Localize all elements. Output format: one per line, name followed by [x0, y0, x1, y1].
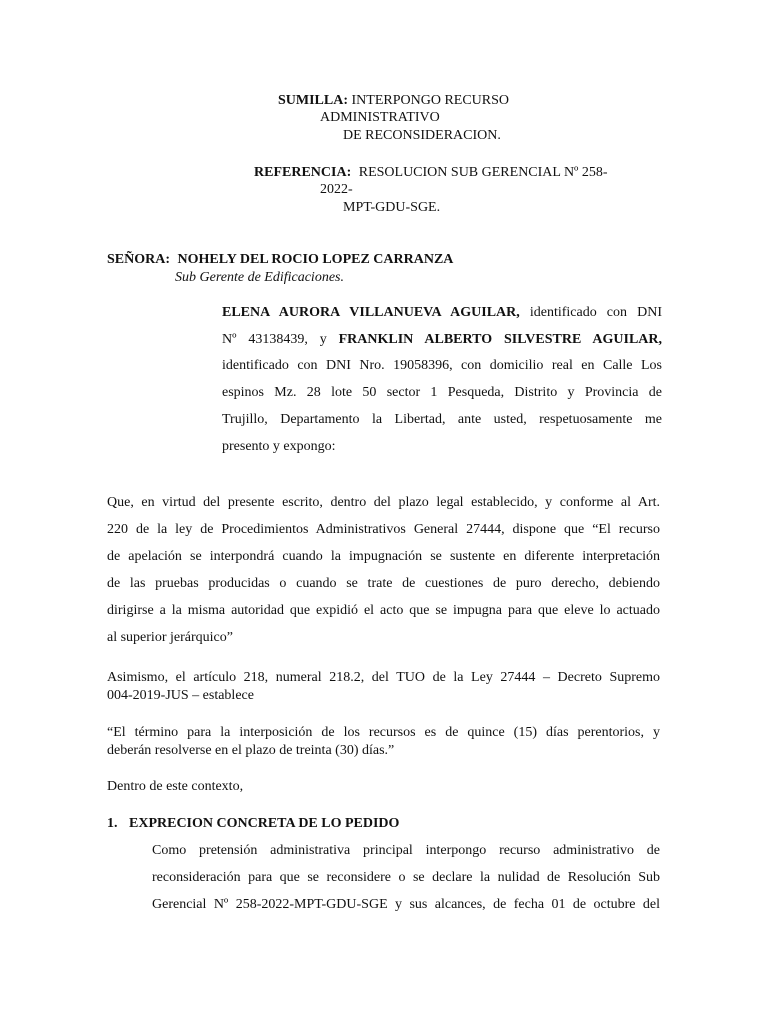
- intro-line-3: identificado con DNI Nro. 19058396, con domicilio real en Calle Los: [222, 358, 662, 373]
- referencia-label: REFERENCIA:: [254, 165, 352, 180]
- para2-line-1: Asimismo, el artículo 218, numeral 218.2, del TUO de la Ley 27444 – Decreto Supremo: [107, 670, 660, 685]
- referencia-text-3: MPT-GDU-SGE.: [343, 200, 441, 215]
- section1-line-1: Como pretensión administrativa principal interpongo recurso administrativo de: [152, 843, 660, 858]
- para2-line-2: 004-2019-JUS – establece: [107, 688, 254, 703]
- section1-line-2: reconsideración para que se reconsidere o se declare la nulidad de Resolución Sub: [152, 870, 660, 885]
- intro-name-2: FRANKLIN ALBERTO SILVESTRE AGUILAR,: [338, 332, 662, 347]
- para4: Dentro de este contexto,: [107, 779, 244, 794]
- addressee-name: NOHELY DEL ROCIO LOPEZ CARRANZA: [177, 252, 454, 267]
- intro-line-6: presento y expongo:: [222, 439, 336, 454]
- section1-title: EXPRECION CONCRETA DE LO PEDIDO: [129, 816, 400, 831]
- intro-line-2-a: Nº 43138439, y: [222, 332, 327, 347]
- sumilla-line1: [278, 93, 509, 109]
- intro-line-4: espinos Mz. 28 lote 50 sector 1 Pesqueda, Distrito y Provincia de: [222, 385, 662, 400]
- addressee-label: SEÑORA:: [107, 252, 171, 267]
- sumilla-text-3: DE RECONSIDERACION.: [343, 128, 501, 143]
- section1-number: 1.: [107, 816, 118, 831]
- section1-heading: [107, 816, 399, 832]
- referencia-text-2: 2022-: [320, 182, 353, 197]
- intro-name-1: ELENA AURORA VILLANUEVA AGUILAR,: [222, 305, 520, 320]
- sumilla-label: SUMILLA:: [278, 93, 349, 108]
- sumilla-text-1: INTERPONGO RECURSO: [351, 93, 510, 108]
- para1-line-4: de las pruebas producidas o cuando se trate de cuestiones de puro derecho, debiendo: [107, 576, 660, 591]
- intro-line-5: Trujillo, Departamento la Libertad, ante usted, respetuosamente me: [222, 412, 662, 427]
- para1-line-3: de apelación se interpondrá cuando la impugnación se sustente en diferente interpretación: [107, 549, 660, 564]
- intro-line-1: [222, 305, 662, 321]
- para1-line-5: dirigirse a la misma autoridad que expidió el acto que se impugna para que eleve lo actuado: [107, 603, 660, 618]
- intro-line-1-rest: identificado con DNI: [529, 305, 662, 320]
- para1-line-1: Que, en virtud del presente escrito, dentro del plazo legal establecido, y conforme al Art.: [107, 495, 660, 510]
- para3-line-1: “El término para la interposición de los recursos es de quince (15) días perentorios, y: [107, 725, 660, 740]
- sumilla-text-2: ADMINISTRATIVO: [320, 110, 440, 125]
- intro-line-2: [222, 332, 662, 348]
- addressee-title: Sub Gerente de Edificaciones.: [175, 270, 344, 285]
- section1-line-3: Gerencial Nº 258-2022-MPT-GDU-SGE y sus alcances, de fecha 01 de octubre del: [152, 897, 660, 912]
- referencia-text-1: RESOLUCION SUB GERENCIAL Nº 258-: [358, 165, 608, 180]
- para1-line-6: al superior jerárquico”: [107, 630, 233, 645]
- para3-line-2: deberán resolverse en el plazo de treinta (30) días.”: [107, 743, 395, 758]
- para1-line-2: 220 de la ley de Procedimientos Administrativos General 27444, dispone que “El recurso: [107, 522, 660, 537]
- addressee-line: [107, 252, 453, 268]
- referencia-line1: [254, 165, 608, 181]
